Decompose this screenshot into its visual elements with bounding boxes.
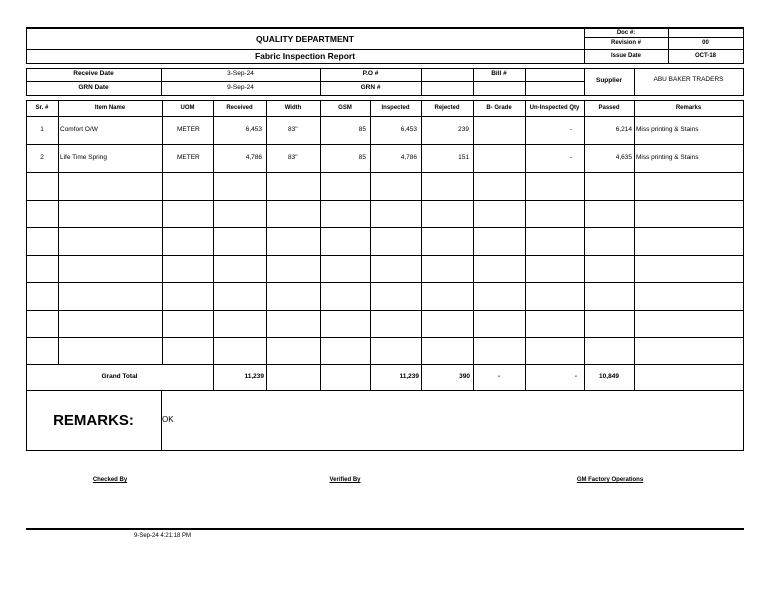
doc-number-label: Doc #: — [616, 29, 636, 36]
remarks-label: REMARKS: — [53, 411, 134, 429]
print-timestamp: 9-Sep-24 4:21:18 PM — [134, 532, 192, 539]
receive-date-label: Receive Date — [73, 70, 114, 78]
grand-total-received: 11,239 — [244, 372, 264, 380]
column-header-remarks: Remarks — [675, 105, 702, 111]
cell-sr: 1 — [40, 125, 44, 133]
cell-uom: METER — [177, 125, 200, 133]
column-header-rejected: Rejected — [434, 105, 460, 111]
grand-total-inspected: 11,239 — [399, 372, 419, 380]
grn-date-value: 9-Sep-24 — [227, 83, 254, 91]
supplier-value: ABU BAKER TRADERS — [653, 76, 724, 83]
column-header-width: Width — [284, 105, 302, 111]
supplier-label: Supplier — [595, 77, 622, 85]
column-header-sr: Sr. # — [35, 105, 49, 111]
column-header-b-grade: B- Grade — [486, 105, 512, 111]
cell-item-name: Comfort O/W — [60, 125, 98, 133]
receive-date-value: 3-Sep-24 — [227, 70, 254, 78]
column-header-received: Received — [226, 105, 253, 111]
gm-factory-operations-label: GM Factory Operations — [576, 477, 644, 483]
issue-date-label: Issue Date — [610, 53, 641, 59]
cell-passed: 6,214 — [615, 125, 632, 133]
po-value — [421, 68, 473, 81]
cell-remarks: Miss printing & Stains — [636, 125, 699, 133]
column-header-gsm: GSM — [338, 105, 352, 111]
column-header-passed: Passed — [598, 105, 620, 111]
grand-total-uninspected: - — [574, 372, 577, 380]
revision-value: 00 — [702, 40, 709, 46]
cell-passed: 4,635 — [615, 153, 632, 161]
cell-gsm: 85 — [358, 125, 366, 133]
cell-uninspected-qty: - — [569, 153, 572, 161]
column-header-item-name: Item Name — [94, 105, 126, 111]
cell-rejected: 151 — [458, 153, 469, 161]
grn-label: GRN # — [360, 83, 381, 91]
grn-value — [421, 81, 473, 95]
issue-date-value: OCT-18 — [694, 53, 716, 59]
verified-by-label: Verified By — [329, 477, 361, 483]
grn-date-label: GRN Date — [78, 83, 109, 91]
cell-uom: METER — [177, 153, 200, 161]
column-header-inspected: Inspected — [381, 105, 410, 111]
bill-value — [525, 68, 584, 81]
cell-received: 6,453 — [245, 125, 262, 133]
report-title: Fabric Inspection Report — [254, 51, 356, 62]
doc-number-value — [668, 28, 743, 37]
cell-received: 4,786 — [245, 153, 262, 161]
checked-by-label: Checked By — [92, 477, 128, 483]
cell-uninspected-qty: - — [569, 125, 572, 133]
cell-width: 83" — [288, 153, 298, 161]
cell-rejected: 239 — [458, 125, 469, 133]
grand-total-passed: 10,849 — [599, 372, 619, 380]
cell-b-grade — [473, 116, 525, 144]
department-title: QUALITY DEPARTMENT — [256, 33, 354, 44]
revision-label: Revision # — [610, 40, 641, 46]
cell-width: 83" — [288, 125, 298, 133]
po-label: P.O # — [362, 70, 379, 78]
grand-total-rejected: 390 — [459, 372, 470, 380]
cell-remarks: Miss printing & Stains — [636, 153, 699, 161]
grand-total-label: Grand Total — [101, 372, 138, 380]
cell-sr: 2 — [40, 153, 44, 161]
column-header-uninspected-qty: Un-Inspected Qty — [529, 105, 580, 111]
cell-inspected: 4,786 — [400, 153, 417, 161]
cell-item-name: Life Time Spring — [60, 153, 107, 161]
cell-inspected: 6,453 — [400, 125, 417, 133]
remarks-value: OK — [162, 415, 174, 424]
cell-b-grade — [473, 144, 525, 172]
cell-gsm: 85 — [358, 153, 366, 161]
column-header-uom: UOM — [180, 105, 195, 111]
bill-label: Bill # — [491, 70, 507, 78]
grand-total-bgrade: - — [497, 372, 501, 380]
